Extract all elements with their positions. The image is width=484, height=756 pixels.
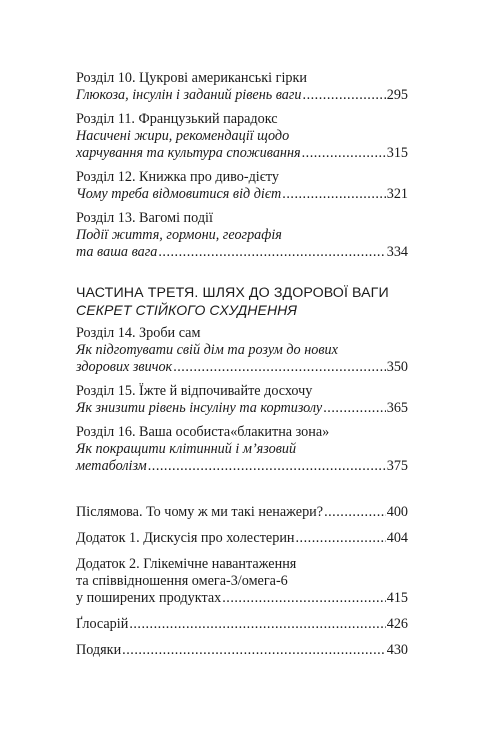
chapter-subtitle: Насичені жири, рекомендації щодо	[76, 128, 290, 144]
part-title: ЧАСТИНА ТРЕТЯ. ШЛЯХ ДО ЗДОРОВОЇ ВАГИ	[76, 285, 389, 301]
entry-title: Ґлосарій	[76, 616, 129, 632]
entry-line	[76, 642, 408, 659]
toc-entry-chapter-14[interactable]	[76, 325, 408, 376]
leader-dots	[303, 87, 386, 104]
page-number: 365	[386, 400, 408, 416]
toc-entry-chapter-12[interactable]	[76, 169, 408, 203]
chapter-title: Розділ 12. Книжка про диво-дієту	[76, 169, 279, 185]
leader-dots	[173, 359, 386, 376]
chapter-title: Розділ 16. Ваша особиста«блакитна зона»	[76, 424, 330, 440]
chapter-subtitle-line	[76, 186, 408, 203]
toc-entry-glossary[interactable]	[76, 616, 408, 633]
page-number: 400	[386, 504, 408, 520]
page-number: 350	[386, 359, 408, 375]
leader-dots	[282, 186, 385, 203]
chapter-title: Розділ 11. Французький парадокс	[76, 111, 278, 127]
leader-dots	[129, 616, 385, 633]
page-number: 404	[386, 530, 408, 546]
entry-line	[76, 590, 408, 607]
toc-entry-appendix-1[interactable]	[76, 530, 408, 547]
entry-title: Додаток 1. Дискусія про холестерин	[76, 530, 295, 546]
chapter-title: Розділ 10. Цукрові американські гірки	[76, 70, 307, 86]
page-number: 321	[386, 186, 408, 202]
leader-dots	[296, 530, 386, 547]
chapter-subtitle-line	[76, 359, 408, 376]
entry-line	[76, 530, 408, 547]
leader-dots	[158, 244, 385, 261]
entry-line	[76, 616, 408, 633]
chapter-subtitle: Як підготувати свій дім та розум до нових	[76, 342, 338, 358]
chapter-subtitle: харчування та культура споживання	[76, 145, 301, 161]
page-number: 430	[386, 642, 408, 658]
page-number: 315	[386, 145, 408, 161]
entry-title: Подяки	[76, 642, 122, 658]
page-number: 415	[386, 590, 408, 606]
chapter-subtitle: Як покращити клітинний і м’язовий	[76, 441, 297, 457]
chapter-subtitle: метаболізм	[76, 458, 147, 474]
section-gap	[76, 482, 408, 504]
part-heading	[76, 285, 408, 319]
chapter-subtitle: Чому треба відмовитися від дієт	[76, 186, 282, 202]
toc-entry-acknowledgements[interactable]	[76, 642, 408, 659]
toc-entry-chapter-16[interactable]	[76, 424, 408, 475]
chapter-subtitle-line	[76, 458, 408, 475]
chapter-subtitle-line	[76, 400, 408, 417]
entry-line	[76, 504, 408, 521]
table-of-contents	[76, 70, 408, 668]
chapter-subtitle: Глюкоза, інсулін і заданий рівень ваги	[76, 87, 302, 103]
entry-title: Післямова. То чому ж ми такі ненажери?	[76, 504, 324, 520]
page-number: 334	[386, 244, 408, 260]
leader-dots	[148, 458, 386, 475]
chapter-subtitle-line	[76, 87, 408, 104]
page-number: 375	[386, 458, 408, 474]
toc-entry-afterword[interactable]	[76, 504, 408, 521]
toc-entry-chapter-10[interactable]	[76, 70, 408, 104]
chapter-subtitle-line	[76, 145, 408, 162]
leader-dots	[122, 642, 386, 659]
leader-dots	[323, 400, 386, 417]
chapter-title: Розділ 14. Зроби сам	[76, 325, 201, 341]
chapter-title: Розділ 15. Їжте й відпочивайте досхочу	[76, 383, 313, 399]
entry-title-continued: у поширених продуктах	[76, 590, 222, 606]
entry-title: Додаток 2. Глікемічне навантаження	[76, 556, 297, 572]
chapter-subtitle: та ваша вага	[76, 244, 158, 260]
leader-dots	[222, 590, 386, 607]
toc-entry-appendix-2[interactable]	[76, 556, 408, 607]
page-number: 426	[386, 616, 408, 632]
toc-entry-chapter-11[interactable]	[76, 111, 408, 162]
part-subtitle: СЕКРЕТ СТІЙКОГО СХУДНЕННЯ	[76, 302, 298, 318]
leader-dots	[324, 504, 386, 521]
toc-entry-chapter-15[interactable]	[76, 383, 408, 417]
chapter-subtitle: Як знизити рівень інсуліну та кортизолу	[76, 400, 323, 416]
leader-dots	[302, 145, 386, 162]
chapter-subtitle: здорових звичок	[76, 359, 173, 375]
chapter-title: Розділ 13. Вагомі події	[76, 210, 213, 226]
page-number: 295	[386, 87, 408, 103]
toc-entry-chapter-13[interactable]	[76, 210, 408, 261]
chapter-subtitle: Події життя, гормони, географія	[76, 227, 282, 243]
entry-title-continued: та співвідношення омега-3/омега-6	[76, 573, 288, 589]
chapter-subtitle-line	[76, 244, 408, 261]
